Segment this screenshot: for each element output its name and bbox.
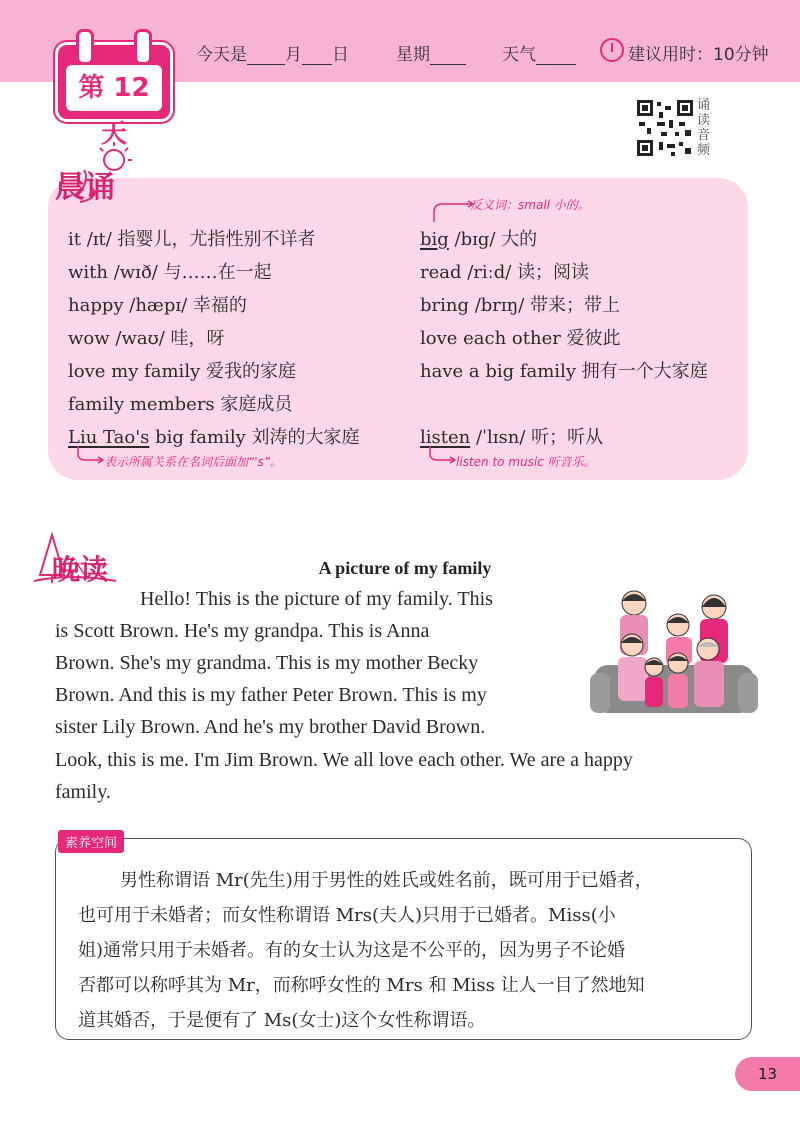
vocab-item (420, 225, 537, 251)
vocab-item: bring /brɪŋ/ 带来；带上 (420, 295, 621, 316)
vocab-rest: big family 刘涛的大家庭 (149, 427, 360, 448)
day-label-text: 日 (332, 45, 349, 65)
morning-title: 晨诵 (55, 170, 115, 205)
vocab-item: wow /waʊ/ 哇，呀 (68, 328, 225, 349)
weather-line (502, 40, 576, 65)
literacy-line: 姐)通常只用于未婚者。有的女士认为这是不公平的，因为男子不论婚 (78, 940, 626, 961)
weather-blank (536, 48, 576, 65)
possessive-note: 表示所属关系在名词后面加“'s”。 (104, 455, 282, 469)
day-blank (302, 48, 332, 65)
weekday-line (396, 40, 466, 65)
vocab-item: family members 家庭成员 (68, 394, 293, 415)
weather-label: 天气 (502, 45, 536, 65)
underlined-word: listen (420, 427, 471, 448)
weekday-label: 星期 (396, 45, 430, 65)
qr-label: 诵读音频 (697, 98, 711, 158)
vocab-rest: /ˈlɪsn/ 听；听从 (470, 427, 604, 448)
vocab-item: read /riːd/ 读；阅读 (420, 262, 590, 283)
listen-note: listen to music 听音乐。 (456, 455, 596, 469)
day-badge (55, 42, 173, 149)
arrow-icon (74, 446, 104, 466)
vocab-item: it /ɪt/ 指婴儿，尤指性别不详者 (68, 229, 316, 250)
vocab-rest: /bɪg/ 大的 (448, 229, 538, 250)
vocab-item: love my family 爱我的家庭 (68, 361, 296, 382)
month-label: 月 (285, 45, 302, 65)
literacy-line: 也可用于未婚者；而女性称谓语 Mrs(夫人)只用于已婚者。Miss(小 (78, 905, 616, 926)
vocab-item: with /wɪð/ 与……在一起 (68, 262, 272, 283)
vocab-item: happy /hæpɪ/ 幸福的 (68, 295, 247, 316)
story-title: A picture of my family (318, 558, 492, 578)
vocab-item (68, 423, 360, 449)
calendar-ring-icon (76, 29, 94, 65)
evening-title: 晚读 (52, 553, 109, 586)
qr-code[interactable] (635, 98, 695, 158)
arrow-icon (426, 446, 456, 466)
page-number: 13 (735, 1057, 800, 1091)
antonym-note: 反义词：small 小的。 (470, 198, 590, 212)
clock-icon (600, 38, 624, 62)
literacy-label: 素养空间 (58, 830, 124, 853)
underlined-word: Liu Tao's (68, 427, 150, 448)
date-prefix: 今天是 (196, 45, 247, 65)
suggested-time: 建议用时：10分钟 (628, 45, 769, 65)
literacy-line: 男性称谓语 Mr(先生)用于男性的姓氏或姓名前，既可用于已婚者， (120, 870, 653, 891)
vocab-item: have a big family 拥有一个大家庭 (420, 361, 708, 382)
vocab-item: love each other 爱彼此 (420, 328, 621, 349)
literacy-line: 否都可以称呼其为 Mr，而称呼女性的 Mrs 和 Miss 让人一目了然地知 (78, 975, 645, 996)
month-blank (247, 48, 285, 65)
underlined-word: big (420, 229, 449, 250)
calendar-ring-icon (134, 29, 152, 65)
story-line: sister Lily Brown. And he's my brother David Brown. (55, 716, 486, 738)
story-line: is Scott Brown. He's my grandpa. This is Anna (55, 620, 430, 642)
story-line: Look, this is me. I'm Jim Brown. We all love each other. We are a happy (55, 749, 633, 771)
day-label: 第 12 天 (66, 65, 162, 111)
date-line (196, 40, 349, 65)
story-line: family. (55, 781, 111, 803)
story-line: Brown. She's my grandma. This is my mother Becky (55, 652, 479, 674)
story-line: Brown. And this is my father Peter Brown. This is my (55, 684, 487, 706)
weekday-blank (430, 48, 466, 65)
family-illustration (590, 585, 758, 725)
literacy-line: 道其婚否，于是便有了 Ms(女士)这个女性称谓语。 (78, 1010, 486, 1031)
arrow-icon (430, 200, 474, 224)
story-line: Hello! This is the picture of my family. This (140, 588, 493, 610)
